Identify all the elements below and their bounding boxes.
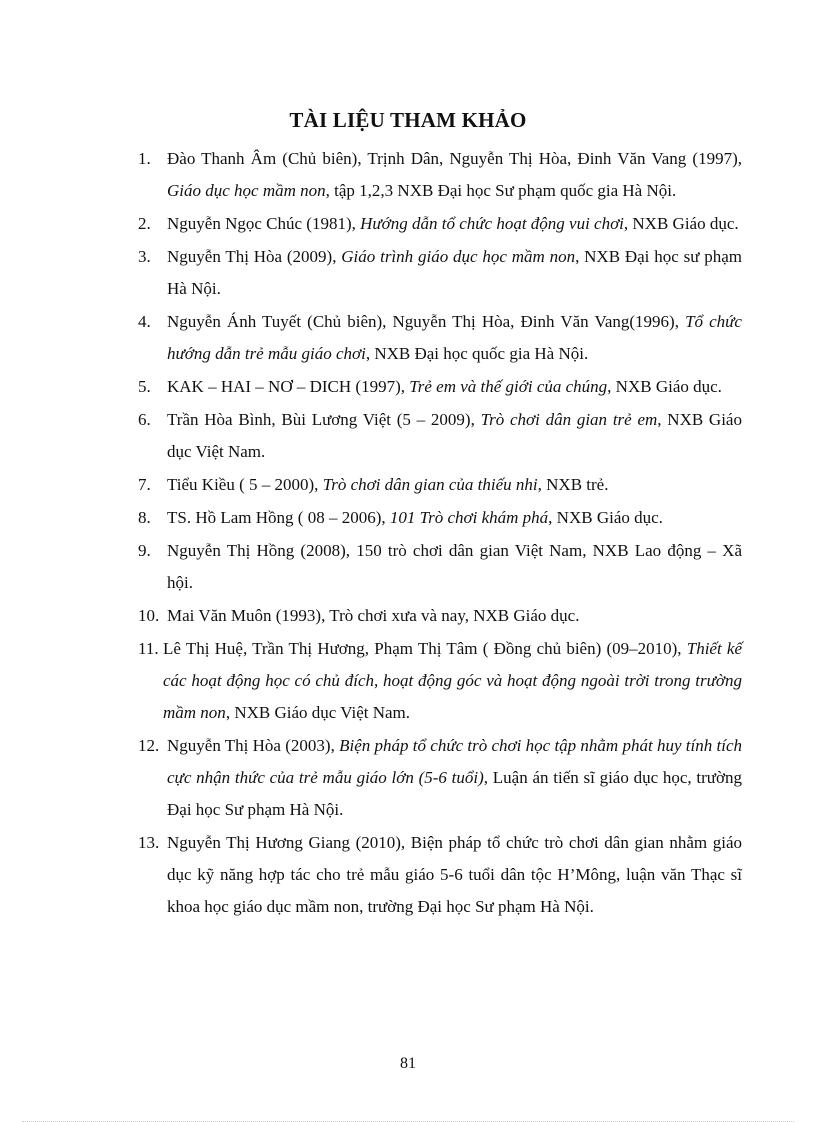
- reference-publisher: , NXB Giáo dục.: [623, 214, 739, 233]
- reference-item: [138, 827, 742, 923]
- reference-item: [138, 143, 742, 207]
- reference-list: [138, 143, 742, 924]
- reference-text: KAK – HAI – NƠ – DICH (1997),: [167, 377, 410, 396]
- reference-item: [138, 469, 742, 501]
- reference-title: Thiết kế các hoạt động học có chủ đích, hoạt động góc và hoạt động ngoài trời trong trường mầm non: [163, 639, 742, 722]
- reference-publisher: , NXB Giáo dục.: [607, 377, 722, 396]
- reference-number: 12.: [138, 736, 160, 755]
- reference-number: 11.: [138, 639, 159, 658]
- reference-text: Tiểu Kiều ( 5 – 2000),: [167, 475, 323, 494]
- reference-title: Trẻ em và thế giới của chúng: [409, 377, 608, 396]
- reference-text: Nguyễn Ngọc Chúc (1981),: [167, 214, 361, 233]
- reference-number: 10.: [138, 606, 160, 625]
- reference-title: Hướng dẫn tổ chức hoạt động vui chơi: [360, 214, 624, 233]
- reference-text: Nguyễn Thị Hương Giang (2010), Biện pháp tổ chức trò chơi dân gian nhằm giáo dục kỹ năng hợp tác cho trẻ mẫu giáo 5-6 tuổi dân tộc H’Mông, luận văn Thạc sĩ khoa học giáo dục mầm non, trường Đại học Sư phạm Hà Nội.: [167, 833, 742, 916]
- reference-publisher: , NXB trẻ.: [537, 475, 609, 494]
- reference-item: [138, 371, 742, 403]
- reference-number: 9.: [138, 541, 151, 560]
- reference-text: Trần Hòa Bình, Bùi Lương Việt (5 – 2009),: [167, 410, 481, 429]
- reference-number: 13.: [138, 833, 160, 852]
- reference-item: [138, 502, 742, 534]
- reference-text: Mai Văn Muôn (1993), Trò chơi xưa và nay, NXB Giáo dục.: [167, 606, 580, 625]
- reference-text: Đào Thanh Âm (Chủ biên), Trịnh Dân, Nguyễn Thị Hòa, Đinh Văn Vang (1997),: [167, 149, 742, 168]
- reference-text: Nguyễn Thị Hòa (2009),: [167, 247, 342, 266]
- reference-title: Giáo trình giáo dục học mầm non: [341, 247, 576, 266]
- reference-item: [138, 404, 742, 468]
- reference-title: Trò chơi dân gian trẻ em: [480, 410, 658, 429]
- reference-text: Nguyễn Ánh Tuyết (Chủ biên), Nguyễn Thị Hòa, Đinh Văn Vang(1996),: [167, 312, 686, 331]
- page-number: 81: [400, 1055, 416, 1072]
- reference-title: Giáo dục học mầm non: [167, 181, 326, 200]
- reference-publisher: , NXB Giáo dục.: [548, 508, 663, 527]
- reference-publisher: , NXB Đại học quốc gia Hà Nội.: [365, 344, 589, 363]
- reference-publisher: , NXB Giáo dục Việt Nam.: [167, 410, 742, 461]
- page-title: TÀI LIỆU THAM KHẢO: [289, 108, 527, 132]
- reference-title: Trò chơi dân gian của thiếu nhi: [322, 475, 538, 494]
- reference-number: 5.: [138, 377, 151, 396]
- reference-title: Biện pháp tổ chức trò chơi học tập nhằm phát huy tính tích cực nhận thức của trẻ mẫu giáo lớn (5-6 tuổi): [167, 736, 742, 787]
- reference-text: Nguyễn Thị Hòa (2003),: [167, 736, 340, 755]
- reference-text: Nguyễn Thị Hồng (2008), 150 trò chơi dân gian Việt Nam, NXB Lao động – Xã hội.: [167, 541, 742, 592]
- reference-item: [138, 208, 742, 240]
- reference-number: 1.: [138, 149, 151, 168]
- reference-publisher: , Luận án tiến sĩ giáo dục học, trường Đại học Sư phạm Hà Nội.: [167, 768, 742, 819]
- reference-title: Tổ chức hướng dẫn trẻ mẫu giáo chơi: [167, 312, 742, 363]
- reference-publisher: , NXB Giáo dục Việt Nam.: [225, 703, 411, 722]
- reference-item: [138, 535, 742, 599]
- reference-publisher: , tập 1,2,3 NXB Đại học Sư phạm quốc gia Hà Nội.: [325, 181, 677, 200]
- reference-item: [138, 306, 742, 370]
- reference-number: 2.: [138, 214, 151, 233]
- reference-text: Lê Thị Huệ, Trần Thị Hương, Phạm Thị Tâm ( Đồng chủ biên) (09–2010),: [163, 639, 687, 658]
- reference-text: TS. Hồ Lam Hồng ( 08 – 2006),: [167, 508, 390, 527]
- reference-number: 7.: [138, 475, 151, 494]
- reference-number: 8.: [138, 508, 151, 527]
- reference-number: 6.: [138, 410, 151, 429]
- reference-item: [138, 241, 742, 305]
- page-bottom-divider: [22, 1121, 794, 1122]
- reference-item: [138, 730, 742, 826]
- reference-number: 4.: [138, 312, 151, 331]
- reference-title: 101 Trò chơi khám phá: [389, 508, 549, 527]
- reference-publisher: , NXB Đại học sư phạm Hà Nội.: [167, 247, 742, 298]
- reference-item: [138, 600, 742, 632]
- reference-number: 3.: [138, 247, 151, 266]
- reference-item: [138, 633, 742, 729]
